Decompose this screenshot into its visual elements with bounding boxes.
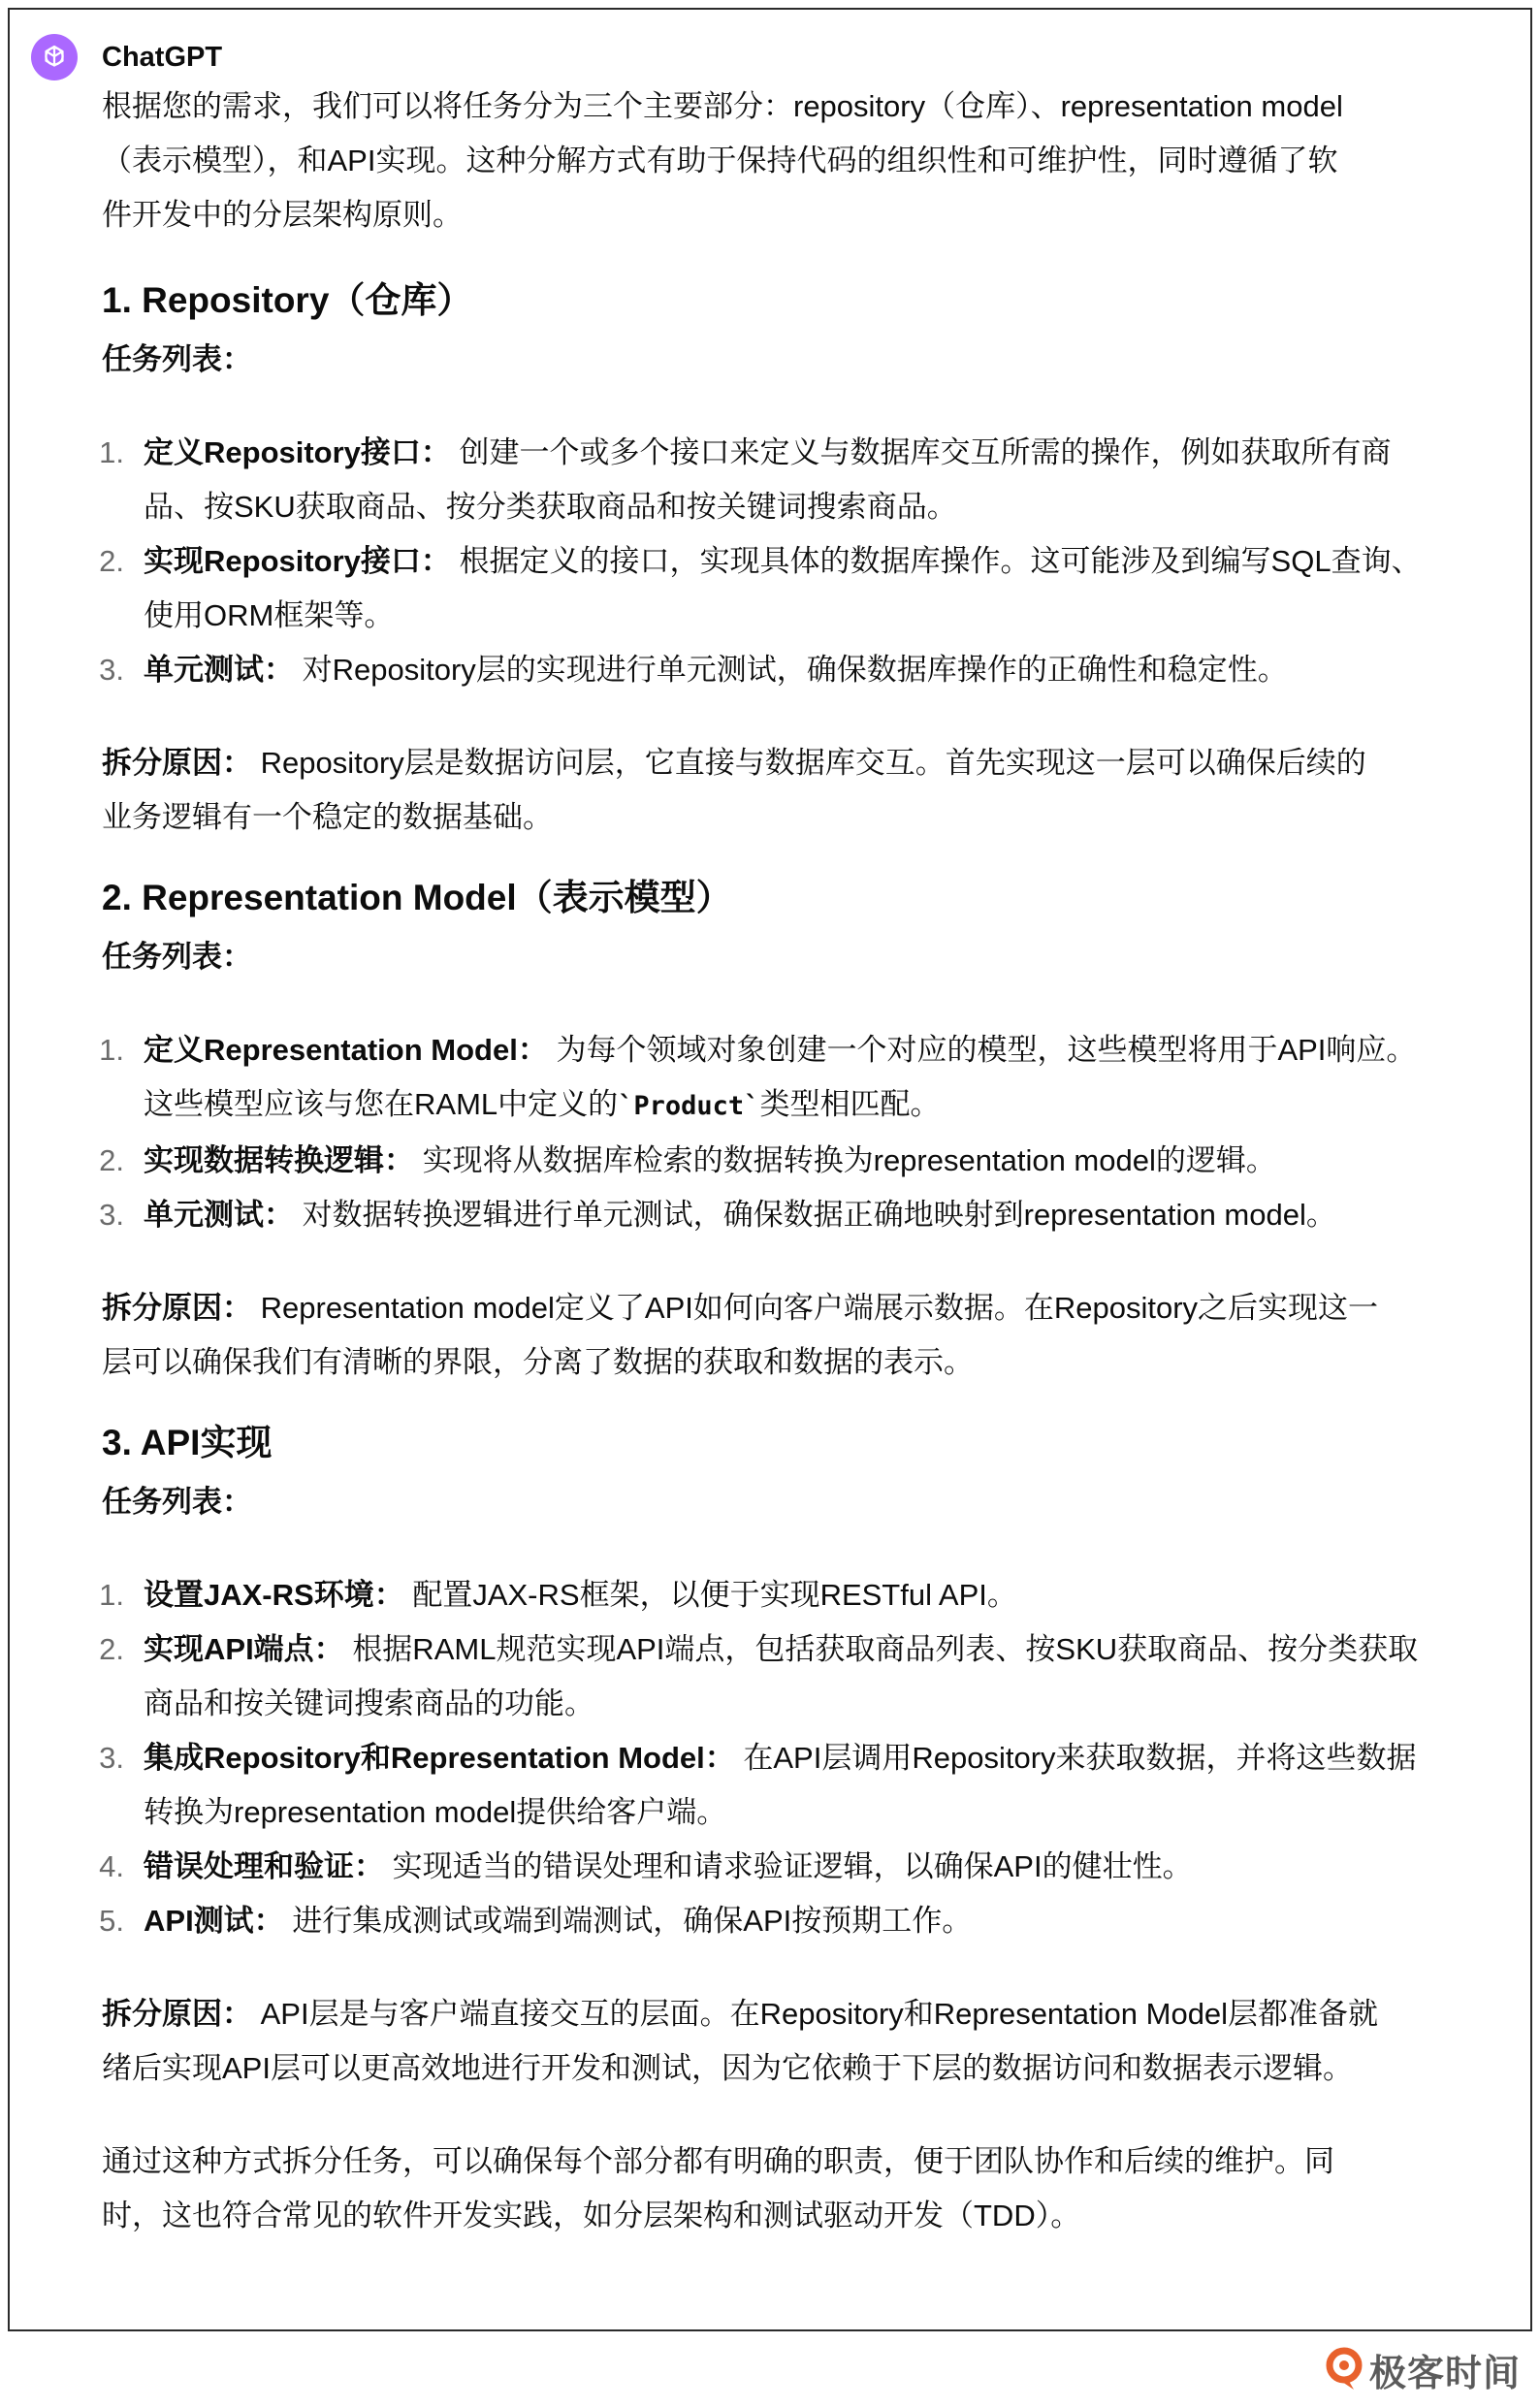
reason-label: 拆分原因：	[102, 1997, 252, 2031]
list-item	[99, 1023, 1460, 1134]
list-item-number: 3.	[99, 653, 124, 687]
list-item	[99, 1731, 1460, 1840]
list-item-text: 根据定义的接口，实现具体的数据库操作。这可能涉及到编写SQL查询、	[459, 544, 1422, 578]
list-item-title: 定义Repository接口：	[144, 435, 451, 469]
list-item-text: 类型相匹配。	[759, 1087, 941, 1121]
list-item-number: 2.	[99, 1143, 124, 1177]
list-item-text: 实现适当的错误处理和请求验证逻辑，以确保API的健壮性。	[392, 1849, 1193, 1883]
sender-name: ChatGPT	[102, 42, 223, 73]
reason-label: 拆分原因：	[102, 1291, 252, 1325]
conclusion-line: 时，这也符合常见的软件开发实践，如分层架构和测试驱动开发（TDD）。	[102, 2199, 1081, 2232]
list-item-text: 对数据转换逻辑进行单元测试，确保数据正确地映射到representation model。	[302, 1198, 1336, 1232]
reason-text: 绪后实现API层可以更高效地进行开发和测试，因为它依赖于下层的数据访问和数据表示逻辑。	[102, 2051, 1353, 2085]
list-item-text: 使用ORM框架等。	[144, 598, 395, 632]
geektime-watermark	[1325, 2344, 1521, 2394]
list-item	[99, 534, 1460, 643]
list-item-text: 品、按SKU获取商品、按分类获取商品和按关键词搜索商品。	[144, 490, 957, 524]
intro-line: （表示模型），和API实现。这种分解方式有助于保持代码的组织性和可维护性，同时遵循了软	[102, 144, 1338, 177]
list-item-title: 错误处理和验证：	[144, 1849, 384, 1883]
list-item-title: 设置JAX-RS环境：	[144, 1578, 404, 1612]
reason-label: 拆分原因：	[102, 746, 252, 780]
list-item-text: 实现将从数据库检索的数据转换为representation model的逻辑。	[422, 1143, 1276, 1177]
task-list	[99, 1568, 1460, 1948]
list-item-number: 2.	[99, 544, 124, 578]
list-item-title: 定义Representation Model：	[144, 1033, 548, 1067]
list-item-title: 实现Repository接口：	[144, 544, 451, 578]
list-item	[99, 1568, 1460, 1622]
task-list-label: 任务列表：	[102, 940, 252, 974]
list-item	[99, 1622, 1460, 1731]
intro-line: 件开发中的分层架构原则。	[102, 198, 463, 232]
task-list	[99, 1023, 1460, 1242]
list-item-number: 1.	[99, 1033, 124, 1067]
openai-logo-icon	[39, 42, 70, 73]
list-item-text: 配置JAX-RS框架，以便于实现RESTful API。	[412, 1578, 1017, 1612]
list-item	[99, 1840, 1460, 1894]
watermark-text: 极客时间	[1368, 2353, 1521, 2394]
intro-line: 根据您的需求，我们可以将任务分为三个主要部分：repository（仓库）、representation model	[102, 89, 1343, 123]
list-item-title: 实现API端点：	[144, 1632, 344, 1666]
inline-code-product: `Product`	[618, 1091, 760, 1121]
reason-paragraph	[102, 736, 1460, 845]
reason-text: Representation model定义了API如何向客户端展示数据。在Repository之后实现这一	[260, 1291, 1379, 1325]
conclusion-paragraph	[102, 2135, 1460, 2243]
list-item-title: API测试：	[144, 1904, 284, 1938]
list-item-number: 3.	[99, 1741, 124, 1775]
list-item-text: 创建一个或多个接口来定义与数据库交互所需的操作，例如获取所有商	[459, 435, 1392, 469]
list-item-number: 1.	[99, 435, 124, 469]
section-heading-api: 3. API实现	[102, 1423, 273, 1462]
list-item-title: 单元测试：	[144, 1198, 294, 1232]
task-list-label: 任务列表：	[102, 342, 252, 376]
section-heading-repository: 1. Repository（仓库）	[102, 280, 473, 320]
reason-paragraph	[102, 1281, 1460, 1390]
chat-message-card	[8, 8, 1532, 2331]
geektime-logo-icon	[1325, 2347, 1364, 2392]
list-item	[99, 643, 1460, 697]
list-item-text: 在API层调用Repository来获取数据，并将这些数据	[743, 1741, 1417, 1775]
task-list-label: 任务列表：	[102, 1485, 252, 1519]
list-item-number: 1.	[99, 1578, 124, 1612]
message-body	[99, 80, 1460, 2243]
list-item-text: 商品和按关键词搜索商品的功能。	[144, 1686, 594, 1720]
task-list	[99, 426, 1460, 697]
list-item-text: 这些模型应该与您在RAML中定义的	[144, 1087, 619, 1121]
list-item-text: 转换为representation model提供给客户端。	[144, 1795, 727, 1829]
conclusion-line: 通过这种方式拆分任务，可以确保每个部分都有明确的职责，便于团队协作和后续的维护。同	[102, 2144, 1334, 2178]
reason-text: 业务逻辑有一个稳定的数据基础。	[102, 800, 553, 834]
reason-text: 层可以确保我们有清晰的界限，分离了数据的获取和数据的表示。	[102, 1345, 974, 1379]
list-item-number: 2.	[99, 1632, 124, 1666]
list-item-text: 根据RAML规范实现API端点，包括获取商品列表、按SKU获取商品、按分类获取	[352, 1632, 1419, 1666]
section-heading-representation-model: 2. Representation Model（表示模型）	[102, 878, 732, 917]
list-item-text: 进行集成测试或端到端测试，确保API按预期工作。	[292, 1904, 973, 1938]
list-item-number: 4.	[99, 1849, 124, 1883]
intro-paragraph	[102, 80, 1460, 242]
reason-text: Repository层是数据访问层，它直接与数据库交互。首先实现这一层可以确保后续的	[260, 746, 1366, 780]
list-item	[99, 1894, 1460, 1948]
chatgpt-avatar	[31, 34, 78, 80]
list-item-title: 集成Repository和Representation Model：	[144, 1741, 735, 1775]
list-item-text: 对Repository层的实现进行单元测试，确保数据库操作的正确性和稳定性。	[302, 653, 1288, 687]
list-item-title: 实现数据转换逻辑：	[144, 1143, 414, 1177]
list-item-number: 3.	[99, 1198, 124, 1232]
list-item	[99, 1134, 1460, 1188]
list-item-text: 为每个领域对象创建一个对应的模型，这些模型将用于API响应。	[556, 1033, 1417, 1067]
list-item	[99, 426, 1460, 534]
list-item	[99, 1188, 1460, 1242]
list-item-number: 5.	[99, 1904, 124, 1938]
reason-text: API层是与客户端直接交互的层面。在Repository和Representation Model层都准备就	[260, 1997, 1379, 2031]
list-item-title: 单元测试：	[144, 653, 294, 687]
reason-paragraph	[102, 1987, 1460, 2096]
